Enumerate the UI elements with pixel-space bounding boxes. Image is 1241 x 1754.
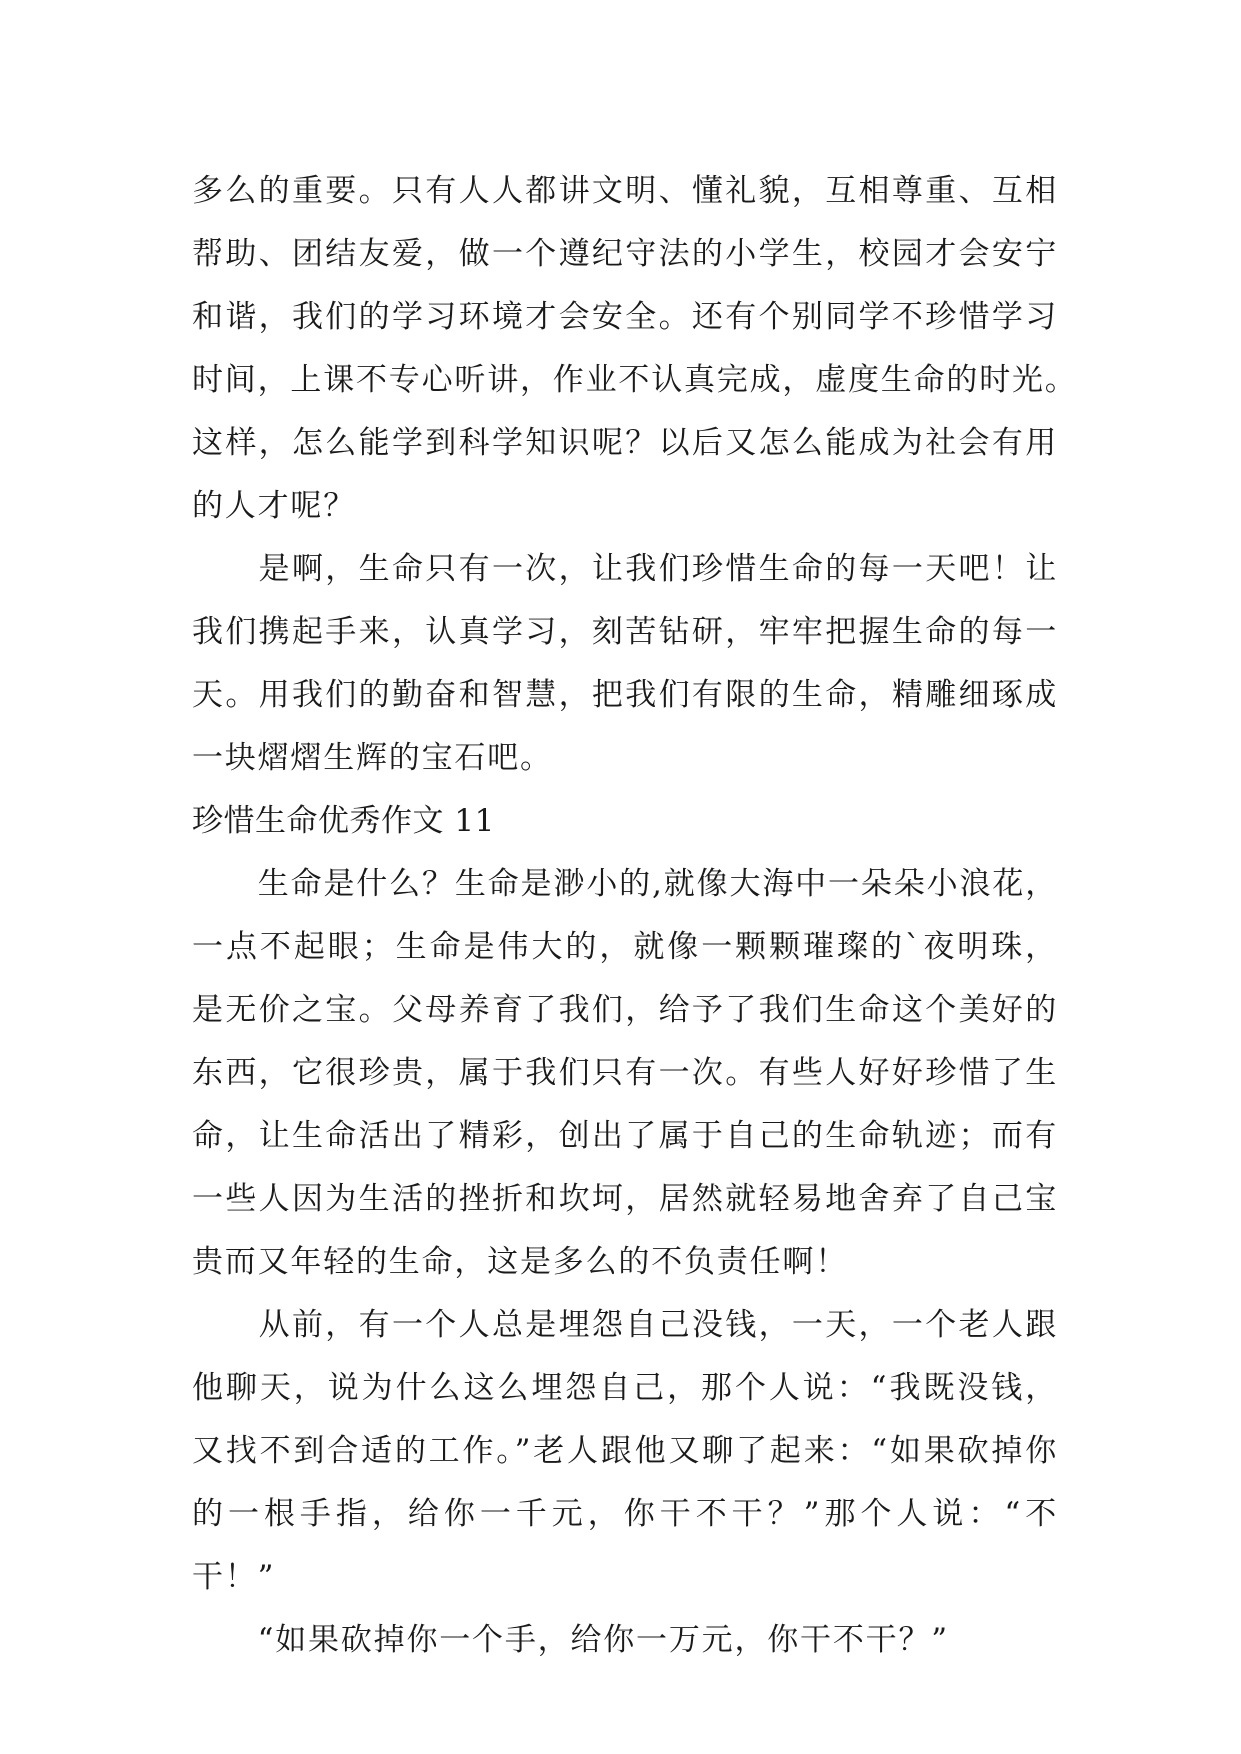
text-line: 这样，怎么能学到科学知识呢？以后又怎么能成为社会有用: [192, 425, 1058, 461]
text-line: 时间，上课不专心听讲，作业不认真完成，虚度生命的时光。: [192, 362, 1078, 398]
text-line: 干！”: [192, 1559, 276, 1595]
document-page: [192, 160, 1078, 1672]
text-line: 和谐，我们的学习环境才会安全。还有个别同学不珍惜学习: [192, 299, 1058, 335]
paragraph-continued: [192, 160, 1078, 538]
text-line: 的人才呢？: [192, 488, 356, 524]
text-line: 东西，它很珍贵，属于我们只有一次。有些人好好珍惜了生: [192, 1055, 1058, 1091]
text-line: 是无价之宝。父母养育了我们，给予了我们生命这个美好的: [192, 992, 1058, 1028]
text-line: 命，让生命活出了精彩，创出了属于自己的生命轨迹；而有: [192, 1118, 1058, 1154]
text-line: 贵而又年轻的生命，这是多么的不负责任啊！: [192, 1244, 848, 1280]
text-line: 是啊，生命只有一次，让我们珍惜生命的每一天吧！让: [192, 551, 1058, 587]
text-line: 我们携起手来，认真学习，刻苦钻研，牢牢把握生命的每一: [192, 614, 1058, 650]
text-line: 一些人因为生活的挫折和坎坷，居然就轻易地舍弃了自己宝: [192, 1181, 1058, 1217]
text-line: 从前，有一个人总是埋怨自己没钱，一天，一个老人跟: [192, 1307, 1058, 1343]
paragraph-story: [192, 1294, 1058, 1609]
essay-heading: 珍惜生命优秀作文 11: [192, 803, 495, 839]
text-line: 生命是什么？生命是渺小的,就像大海中一朵朵小浪花，: [192, 866, 1058, 902]
text-line: 他聊天，说为什么这么埋怨自己，那个人说：“我既没钱，: [192, 1370, 1058, 1406]
text-line: 天。用我们的勤奋和智慧，把我们有限的生命，精雕细琢成: [192, 677, 1058, 713]
text-line: 的一根手指，给你一千元，你干不干？”那个人说：“不: [192, 1496, 1058, 1532]
paragraph-cherish-life: [192, 538, 1058, 790]
paragraph-what-is-life: [192, 853, 1058, 1294]
text-line: 一点不起眼；生命是伟大的，就像一颗颗璀璨的`夜明珠，: [192, 929, 1058, 965]
text-line: “如果砍掉你一个手，给你一万元，你干不干？”: [192, 1622, 949, 1658]
text-line: 一块熠熠生辉的宝石吧。: [192, 740, 553, 776]
text-line: 又找不到合适的工作。”老人跟他又聊了起来：“如果砍掉你: [192, 1433, 1058, 1469]
text-line: 帮助、团结友爱，做一个遵纪守法的小学生，校园才会安宁: [192, 236, 1058, 272]
text-line: 多么的重要。只有人人都讲文明、懂礼貌，互相尊重、互相: [192, 173, 1058, 209]
paragraph-dialogue: [192, 1609, 1058, 1672]
